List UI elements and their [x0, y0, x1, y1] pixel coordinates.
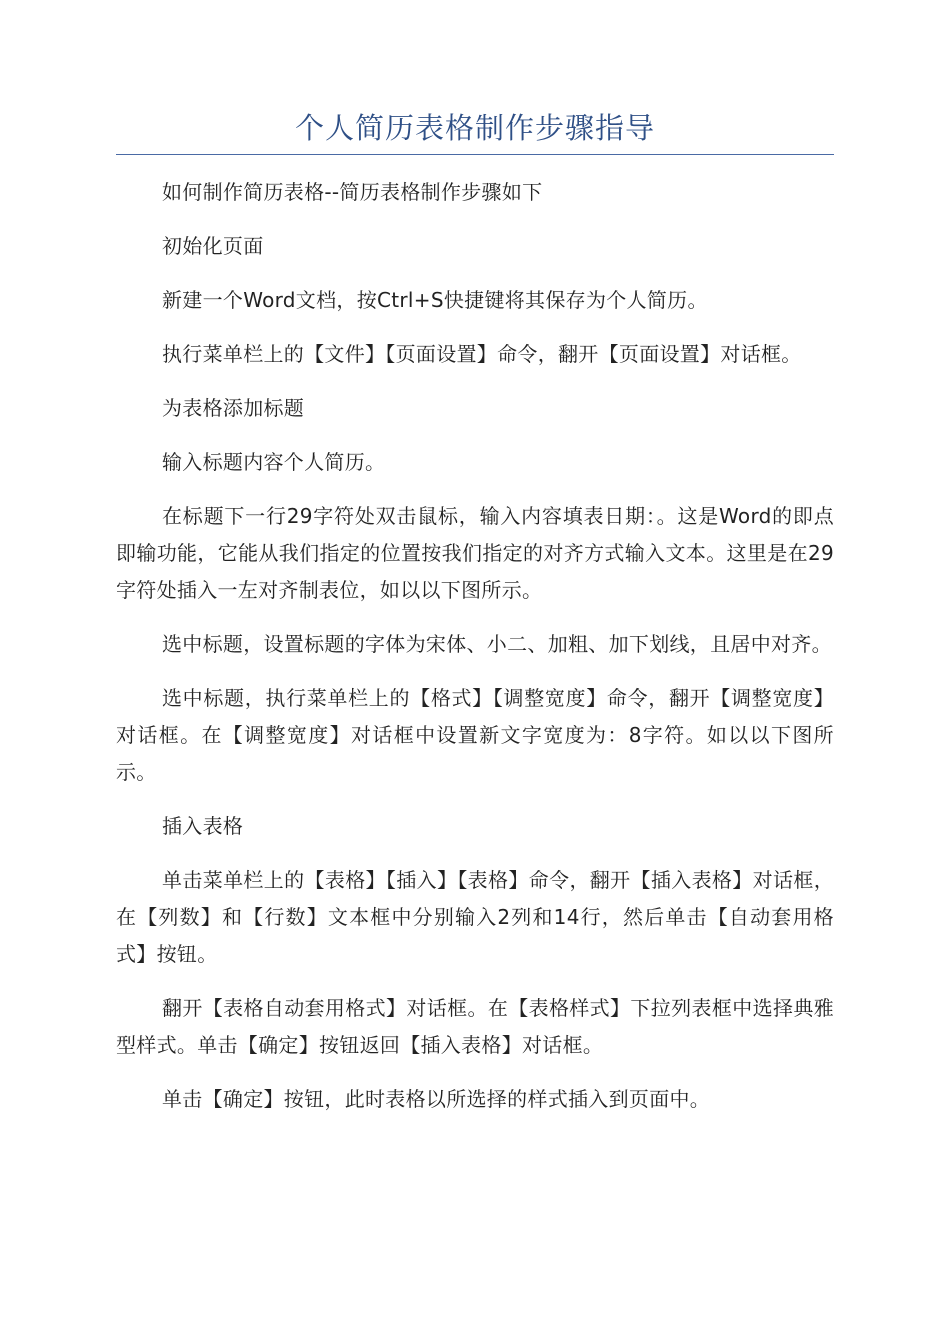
- paragraph: 选中标题，设置标题的字体为宋体、小二、加粗、加下划线，且居中对齐。: [162, 632, 832, 656]
- paragraph-intro: 如何制作简历表格--简历表格制作步骤如下: [162, 180, 543, 204]
- section-heading: 为表格添加标题: [162, 396, 305, 420]
- paragraph: 翻开【表格自动套用格式】对话框。在【表格样式】下拉列表框中选择典雅型样式。单击【确定】按钮返回【插入表格】对话框。: [116, 996, 834, 1057]
- section-heading: 插入表格: [162, 814, 244, 838]
- paragraph: 新建一个Word文档，按Ctrl+S快捷键将其保存为个人简历。: [162, 288, 708, 312]
- section-heading: 初始化页面: [162, 234, 264, 258]
- paragraph: 单击【确定】按钮，此时表格以所选择的样式插入到页面中。: [162, 1087, 711, 1111]
- paragraph: 单击菜单栏上的【表格】【插入】【表格】命令，翻开【插入表格】对话框，在【列数】和【行数】文本框中分别输入2列和14行，然后单击【自动套用格式】按钮。: [116, 868, 834, 966]
- paragraph: 选中标题，执行菜单栏上的【格式】【调整宽度】命令，翻开【调整宽度】对话框。在【调整宽度】对话框中设置新文字宽度为：8字符。如以以下图所示。: [116, 686, 834, 784]
- document-body: [116, 174, 834, 1135]
- paragraph: 输入标题内容个人简历。: [162, 450, 386, 474]
- title-underline: [116, 154, 834, 155]
- paragraph: 在标题下一行29字符处双击鼠标，输入内容填表日期：。这是Word的即点即输功能，它能从我们指定的位置按我们指定的对齐方式输入文本。这里是在29字符处插入一左对齐制表位，如以以下图所示。: [116, 504, 834, 602]
- paragraph: 执行菜单栏上的【文件】【页面设置】命令，翻开【页面设置】对话框。: [162, 342, 802, 366]
- document-title: 个人简历表格制作步骤指导: [294, 111, 655, 145]
